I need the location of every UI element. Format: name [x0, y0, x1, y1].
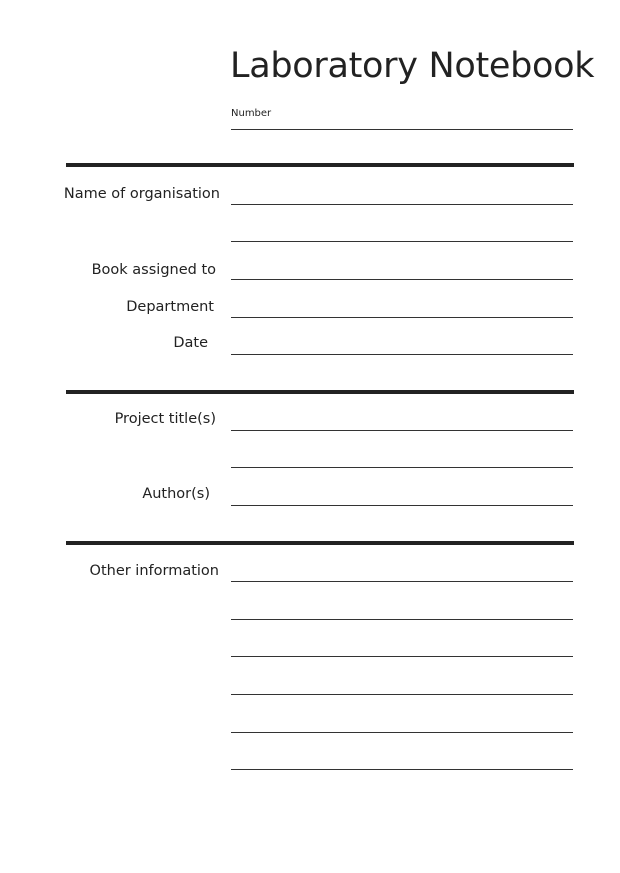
section-divider	[66, 390, 574, 394]
other-information-line[interactable]	[231, 656, 573, 657]
other-information-line[interactable]	[231, 619, 573, 620]
other-information-line[interactable]	[231, 732, 573, 733]
date-label: Date	[173, 335, 208, 351]
book-assigned-line[interactable]	[231, 279, 573, 280]
project-title-label: Project title(s)	[114, 411, 216, 427]
project-title-line[interactable]	[231, 430, 573, 431]
number-field-line[interactable]	[231, 129, 573, 130]
notebook-title: Laboratory Notebook	[230, 46, 595, 86]
date-line[interactable]	[231, 354, 573, 355]
project-title-line-2[interactable]	[231, 467, 573, 468]
other-information-line[interactable]	[231, 694, 573, 695]
other-information-label: Other information	[89, 563, 219, 579]
department-label: Department	[126, 299, 214, 315]
authors-label: Author(s)	[142, 486, 210, 502]
book-assigned-label: Book assigned to	[91, 262, 216, 278]
other-information-line[interactable]	[231, 581, 573, 582]
section-divider	[66, 541, 574, 545]
organisation-name-label: Name of organisation	[63, 186, 220, 202]
authors-line[interactable]	[231, 505, 573, 506]
section-divider	[66, 163, 574, 167]
organisation-name-line-2[interactable]	[231, 241, 573, 242]
other-information-line[interactable]	[231, 769, 573, 770]
organisation-name-line[interactable]	[231, 204, 573, 205]
department-line[interactable]	[231, 317, 573, 318]
number-label: Number	[231, 108, 272, 119]
